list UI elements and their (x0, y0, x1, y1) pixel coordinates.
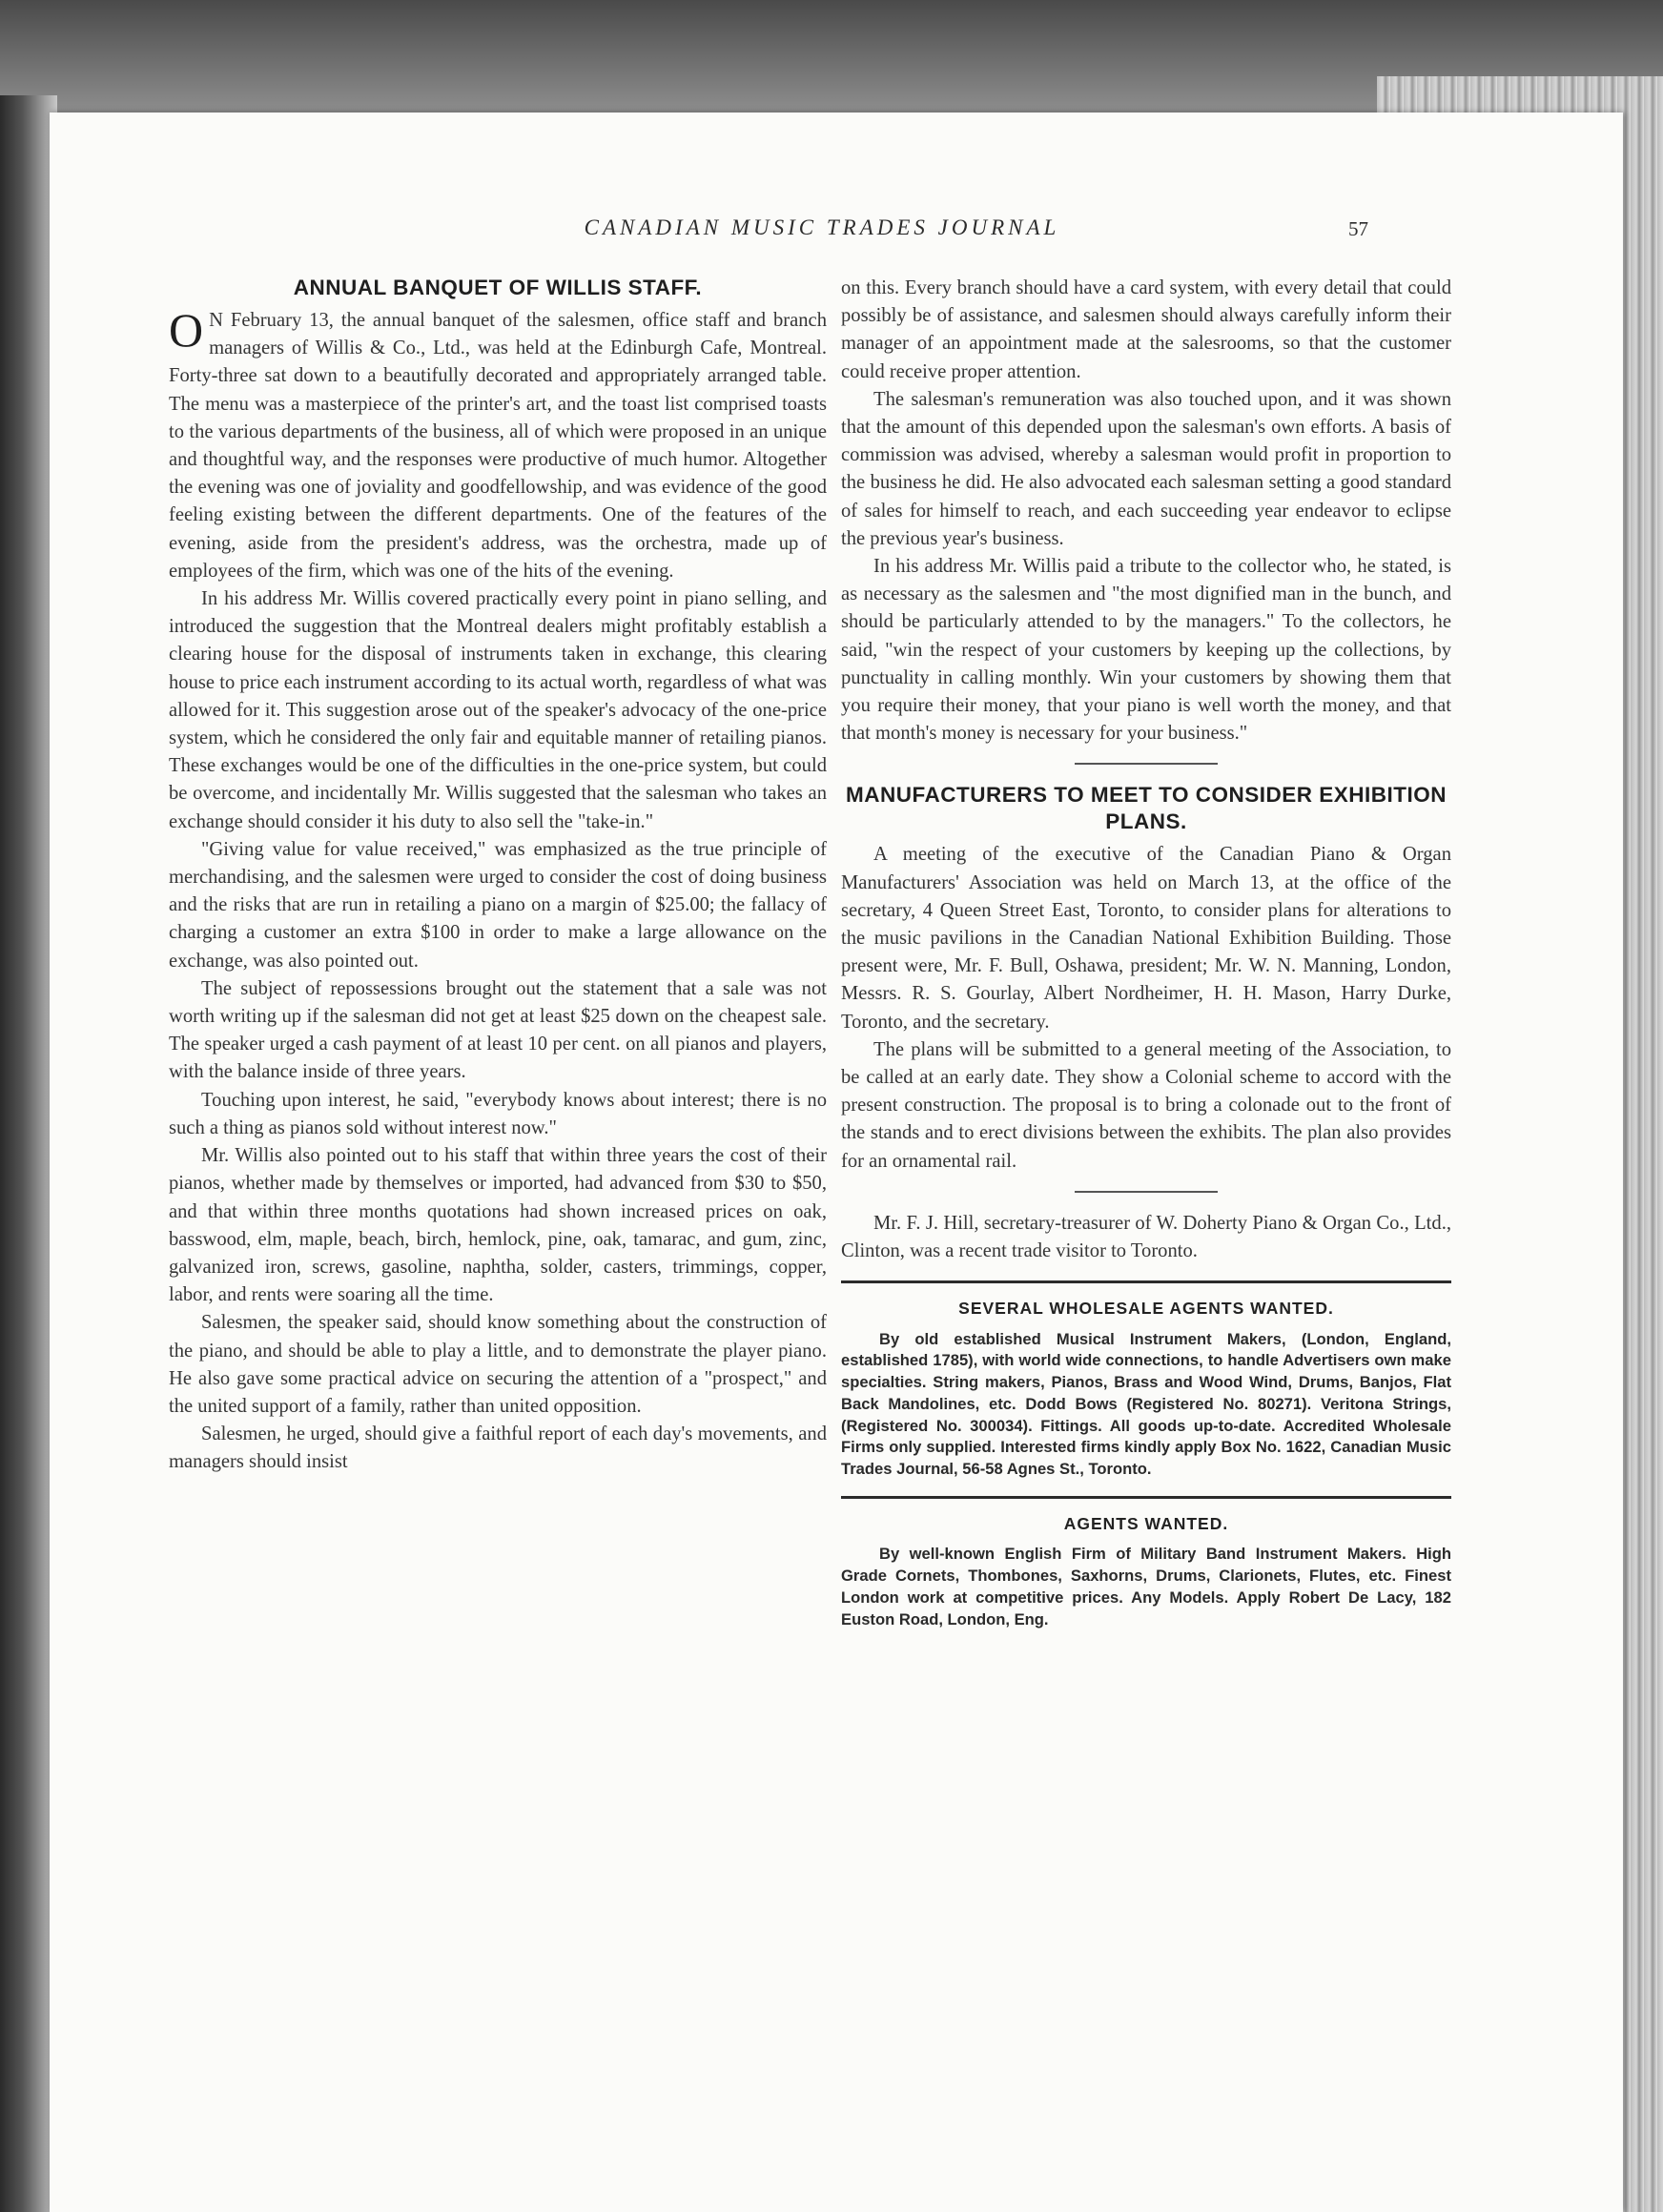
article-paragraph: Salesmen, the speaker said, should know something about the construction of the piano, and should be able to play a little, and to demonstrate the player piano. He also gave some practical advice on securing the attention of a "prospect," and the united support of a family, rather than united opposition. (169, 1312, 827, 1417)
article-paragraph: A meeting of the executive of the Canadian Piano & Organ Manufacturers' Association was held on March 13, at the office of the secretary, 4 Queen Street East, Toronto, to consider plans for alterations to the music pavilions in the Canadian National Exhibition Building. Those present were, Mr. F. Bull, Oshawa, president; Mr. W. N. Manning, London, Messrs. R. S. Gourlay, Albert Nordheimer, H. H. Mason, Harry Durke, Toronto, and the secretary. (841, 844, 1451, 1033)
article-paragraph: The salesman's remuneration was also touched upon, and it was shown that the amount of this depended upon the salesman's own efforts. A basis of commission was advised, whereby a salesman would profit in proportion to the business he did. He also advocated each salesman setting a good standard of sales for himself to reach, and each succeeding year endeavor to eclipse the previous year's business. (841, 388, 1451, 549)
article-paragraph: Mr. Willis also pointed out to his staff that within three years the cost of their pianos, whether made by themselves or imported, had advanced from $30 to $50, and that within three months quotations had shown increased prices on oak, basswood, elm, maple, beach, birch, hemlock, pine, oak, tamarac, and gum, zinc, galvanized iron, screws, gasoline, naphtha, solder, casters, trimmings, copper, labor, and rents were soaring all the time. (169, 1145, 827, 1306)
running-title: CANADIAN MUSIC TRADES JOURNAL (584, 215, 1060, 239)
ad-title-wholesale-agents: SEVERAL WHOLESALE AGENTS WANTED. (958, 1299, 1334, 1319)
article-paragraph: Salesmen, he urged, should give a faithful report of each day's movements, and managers should insist (169, 1423, 827, 1473)
page-number: 57 (1348, 217, 1368, 240)
article-paragraph: Touching upon interest, he said, "everybody knows about interest; there is no such a thing as pianos sold without interest now." (169, 1089, 827, 1138)
book-spine-shadow (0, 95, 57, 2212)
article-paragraph: "Giving value for value received," was emphasized as the true principle of merchandising, and the salesmen were urged to consider the cost of doing business and the risks that are run in retailing a piano on a margin of $25.00; the fallacy of charging a customer an extra $100 in order to make a large allowance on the exchange, was also pointed out. (169, 838, 827, 972)
article-paragraph: In his address Mr. Willis paid a tribute to the collector who, he stated, is as necessary as the salesmen and "the most dignified man in the bunch, and should be particularly attended to by the managers." To the collectors, he said, "win the respect of your customers by keeping up the collections, by punctuality in calling monthly. Win your customers by showing them that you require their money, that your piano is well worth the money, and that that month's money is necessary for your business." (841, 556, 1451, 745)
article-paragraph: The plans will be submitted to a general meeting of the Association, to be called at an early date. They show a Colonial scheme to accord with the present construction. The proposal is to bring a colonade out to the front of the stands and to erect divisions between the exhibits. The plan also provides for an ornamental rail. (841, 1038, 1451, 1172)
section-divider (1075, 1191, 1218, 1193)
article-headline-manufacturers: MANUFACTURERS TO MEET TO CONSIDER EXHIBITION PLANS. (846, 783, 1447, 834)
magazine-page (50, 113, 1623, 2212)
article-paragraph: The subject of repossessions brought out the statement that a sale was not worth writing up if the salesman did not get at least $25 down on the cheapest sale. The speaker urged a cash payment of at least 10 per cent. on all pianos and players, with the balance inside of three years. (169, 977, 827, 1083)
ad-body-wholesale-agents: By old established Musical Instrument Makers, (London, England, established 1785), with world wide connections, to handle Advertisers own make specialties. String makers, Pianos, Brass and Wood Wind, Drums, Banjos, Flat Back Mandolines, etc. Dodd Bows (Registered No. 80271). Veritona Strings, (Registered No. 300034). Fittings. All goods up-to-date. Accredited Wholesale Firms only supplied. Interested firms kindly apply Box No. 1622, Canadian Music Trades Journal, 56-58 Agnes St., Toronto. (841, 1329, 1451, 1479)
ad-rule (841, 1280, 1451, 1283)
drop-cap: O (169, 303, 204, 357)
ad-title-agents-wanted: AGENTS WANTED. (1063, 1514, 1229, 1534)
right-column (841, 275, 1451, 1630)
ad-body-agents-wanted: By well-known English Firm of Military Band Instrument Makers. High Grade Cornets, Thombones, Saxhorns, Drums, Clarionets, Flutes, etc. Finest London work at competitive prices. Any Models. Apply Robert De Lacy, 182 Euston Road, London, Eng. (841, 1545, 1451, 1628)
left-column (169, 275, 827, 1477)
news-item: Mr. F. J. Hill, secretary-treasurer of W. Doherty Piano & Organ Co., Ltd., Clinton, was a recent trade visitor to Toronto. (841, 1212, 1451, 1262)
article-paragraph-continued: on this. Every branch should have a card system, with every detail that could possibly be of assistance, and salesmen should always carefully inform their manager of an appointment made at the salesrooms, so that the customer could receive proper attention. (841, 277, 1451, 382)
section-divider (1075, 763, 1218, 765)
article-paragraph: In his address Mr. Willis covered practically every point in piano selling, and introduced the suggestion that the Montreal dealers might profitably establish a clearing house for the disposal of instruments taken in exchange, this clearing house to price each instrument according to its actual worth, regardless of what was allowed for it. This suggestion arose out of the speaker's advocacy of the one-price system, which he considered the only fair and equitable manner of retailing pianos. These exchanges would be one of the difficulties in the one-price system, but could be overcome, and incidentally Mr. Willis suggested that the salesman who takes an exchange should consider it his duty to also sell the "take-in." (169, 588, 827, 832)
ad-rule (841, 1496, 1451, 1499)
article-paragraph: O N February 13, the annual banquet of the salesmen, office staff and branch managers of Willis & Co., Ltd., was held at the Edinburgh Cafe, Montreal. Forty-three sat down to a beautifully decorated and appropriately arranged table. The menu was a masterpiece of the printer's art, and the toast list comprised toasts to the various departments of the business, all of which were proposed in an unique and thoughtful way, and the responses were productive of much humor. Altogether the evening was one of joviality and goodfellowship, and was evidence of the good feeling existing between the different departments. One of the features of the evening, aside from the president's address, was the orchestra, made up of employees of the firm, which was one of the hits of the evening. (169, 303, 827, 582)
article-headline-banquet: ANNUAL BANQUET OF WILLIS STAFF. (293, 276, 703, 299)
